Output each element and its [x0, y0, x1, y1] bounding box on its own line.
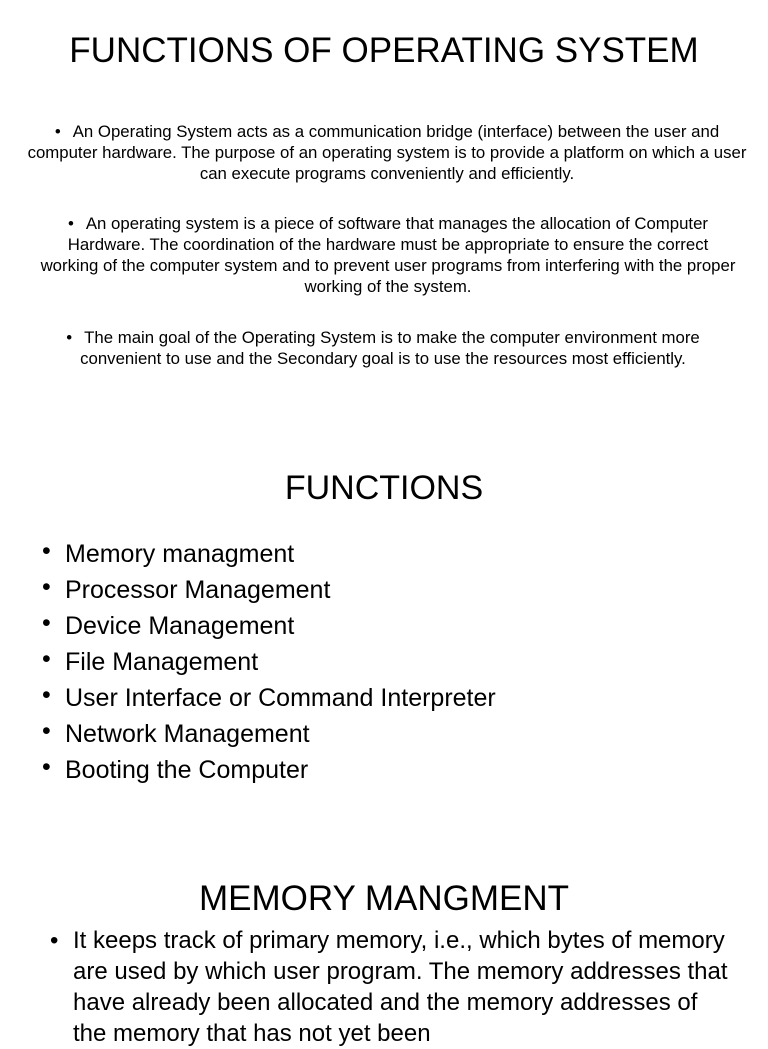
- bullet-icon: •: [67, 214, 74, 233]
- bullet-icon: •: [42, 537, 51, 565]
- bullet-icon: •: [42, 609, 51, 637]
- bullet-icon: •: [42, 681, 51, 709]
- functions-list: [40, 536, 496, 788]
- memory-heading: MEMORY MANGMENT: [198, 879, 570, 918]
- list-item-label: Device Management: [65, 612, 295, 640]
- list-item-label: User Interface or Command Interpreter: [65, 684, 496, 712]
- intro-text-3: The main goal of the Operating System is to make the computer environment more convenient to use and the Secondary goal is to use the resources most efficiently.: [80, 328, 700, 368]
- list-item: [40, 536, 496, 572]
- intro-paragraph-1: [24, 121, 750, 184]
- memory-paragraph: It keeps track of primary memory, i.e., which bytes of memory are used by which user program. The memory addresses that have already been allocated and the memory addresses of the memory that has not yet been: [73, 927, 728, 1047]
- intro-text-2: An operating system is a piece of software that manages the allocation of Computer Hardware. The coordination of the hardware must be appropriate to ensure the correct working of the computer system and to prevent user programs from interfering with the proper working of the system.: [40, 214, 736, 296]
- list-item-label: Processor Management: [65, 576, 331, 604]
- bullet-icon: •: [42, 573, 51, 601]
- page-title: FUNCTIONS OF OPERATING SYSTEM: [69, 31, 699, 70]
- list-item: [40, 572, 496, 608]
- bullet-icon: •: [54, 122, 61, 141]
- list-item: [40, 644, 496, 680]
- list-item-label: Booting the Computer: [65, 756, 309, 784]
- list-item: [40, 752, 496, 788]
- list-item-label: Network Management: [65, 720, 310, 748]
- bullet-icon: •: [42, 753, 51, 781]
- bullet-icon: •: [42, 645, 51, 673]
- bullet-icon: •: [66, 328, 73, 347]
- list-item: [40, 680, 496, 716]
- bullet-icon: •: [42, 717, 51, 745]
- intro-text-1: An Operating System acts as a communication bridge (interface) between the user and computer hardware. The purpose of an operating system is to provide a platform on which a user can execute programs conveniently and efficiently.: [27, 122, 747, 183]
- list-item-label: Memory managment: [65, 540, 295, 568]
- list-item: [40, 716, 496, 752]
- list-item: [40, 608, 496, 644]
- bullet-icon: •: [50, 927, 59, 954]
- intro-paragraph-3: [38, 327, 728, 369]
- intro-paragraph-2: [38, 213, 738, 297]
- functions-heading: FUNCTIONS: [284, 469, 484, 507]
- list-item-label: File Management: [65, 648, 259, 676]
